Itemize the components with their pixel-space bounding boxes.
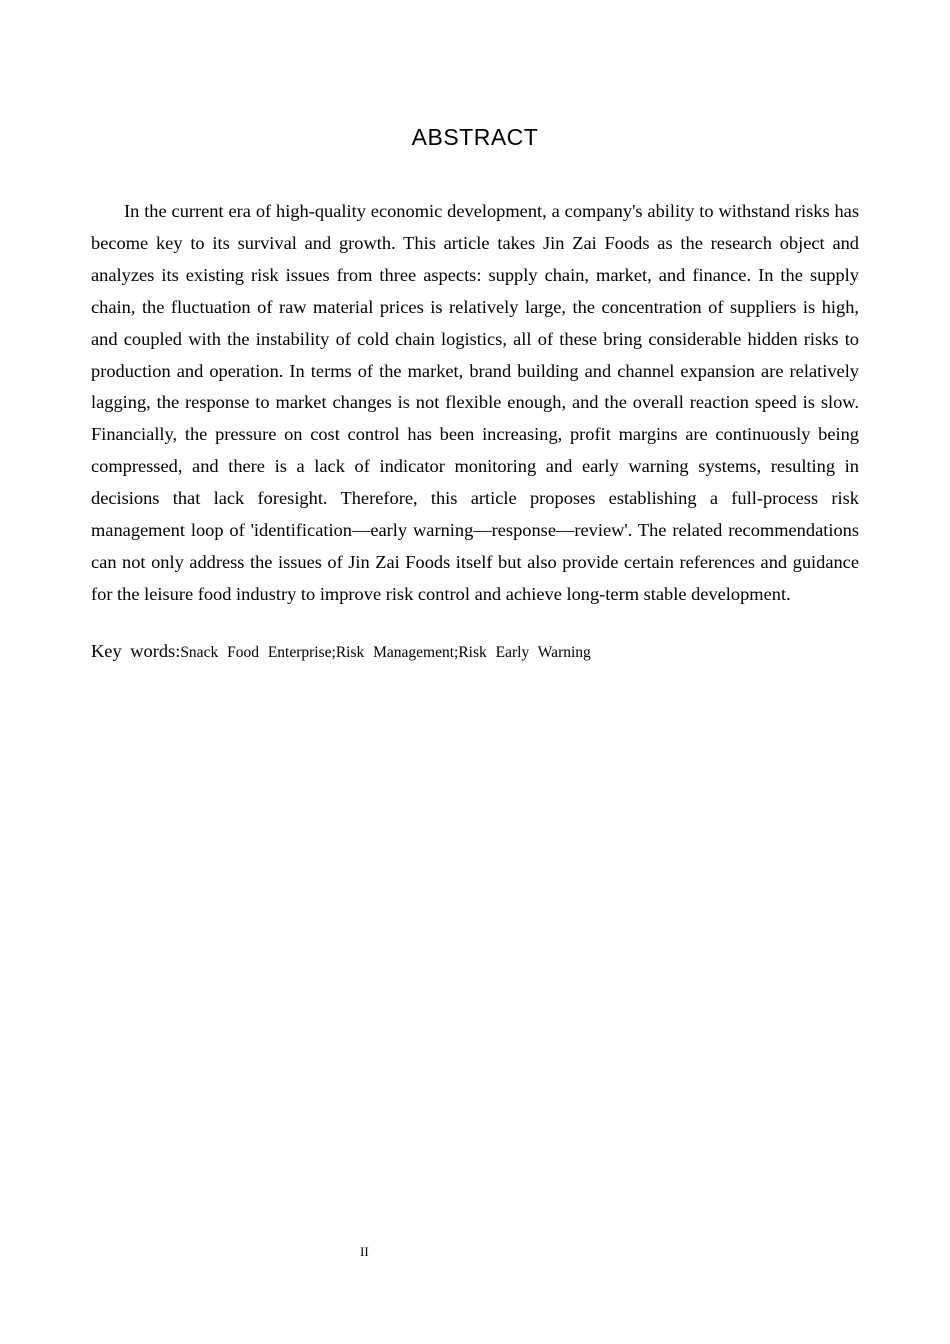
- keywords-label: Key words:: [91, 641, 181, 661]
- keywords-line: [91, 641, 859, 662]
- abstract-title: ABSTRACT: [411, 124, 539, 150]
- abstract-body: In the current era of high-quality economic development, a company's ability to withstand risks has become key to its survival and growth. This article takes Jin Zai Foods as the research object and analyzes its existing risk issues from three aspects: supply chain, market, and finance. In the supply chain, the fluctuation of raw material prices is relatively large, the concentration of suppliers is high, and coupled with the instability of cold chain logistics, all of these bring considerable hidden risks to production and operation. In terms of the market, brand building and channel expansion are relatively lagging, the response to market changes is not flexible enough, and the overall reaction speed is slow. Financially, the pressure on cost control has been increasing, profit margins are continuously being compressed, and there is a lack of indicator monitoring and early warning systems, resulting in decisions that lack foresight. Therefore, this article proposes establishing a full-process risk management loop of 'identification—early warning—response—review'. The related recommendations can not only address the issues of Jin Zai Foods itself but also provide certain references and guidance for the leisure food industry to improve risk control and achieve long-term stable development.: [91, 201, 859, 604]
- page-number: II: [360, 1244, 369, 1259]
- keywords-value: Snack Food Enterprise;Risk Management;Risk Early Warning: [180, 644, 591, 661]
